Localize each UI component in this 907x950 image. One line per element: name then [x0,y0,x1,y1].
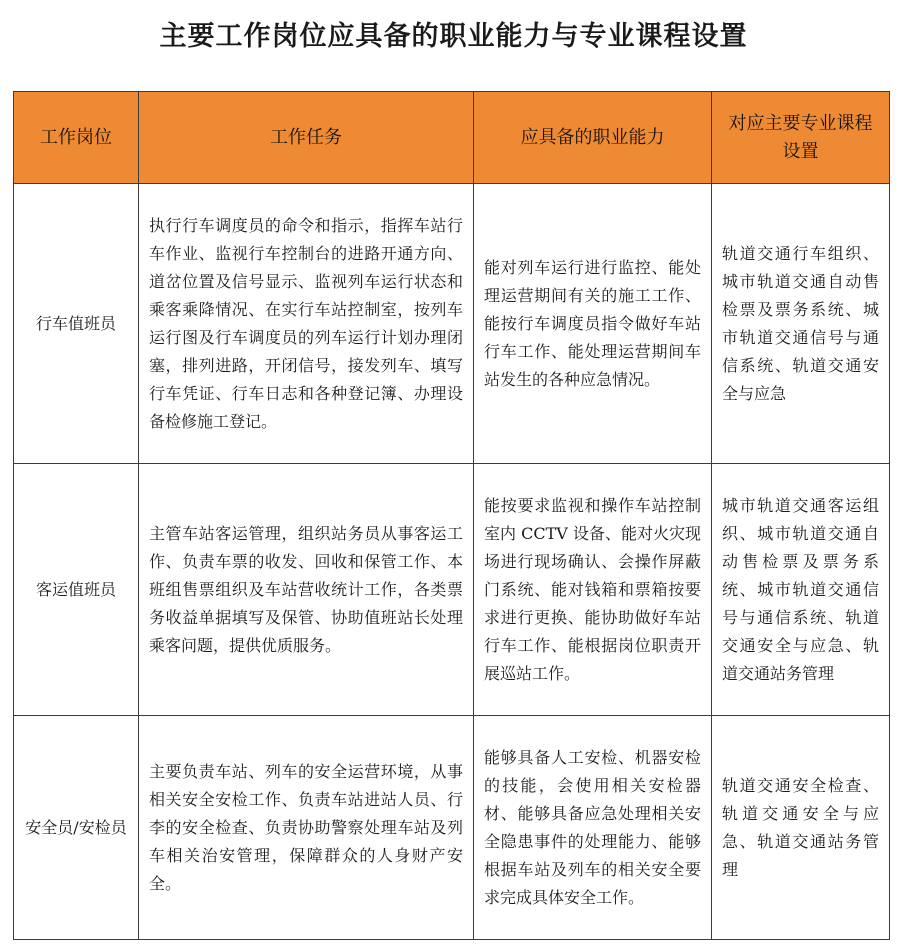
ability-cell: 能对列车运行进行监控、能处理运营期间有关的施工工作、能按行车调度员指令做好车站行车工作、能处理运营期间车站发生的各种应急情况。 [474,184,712,464]
task-cell: 执行行车调度员的命令和指示，指挥车站行车作业、监视行车控制台的进路开通方向、道岔位置及信号显示、监视列车运行状态和乘客乘降情况、在实行车站控制室，按列车运行图及行车调度员的列车运行计划办理闭塞，排列进路，开闭信号，接发列车、填写行车凭证、行车日志和各种登记簿、办理设备检修施工登记。 [139,184,474,464]
ability-cell: 能按要求监视和操作车站控制室内 CCTV 设备、能对火灾现场进行现场确认、会操作屏蔽门系统、能对钱箱和票箱按要求进行更换、能协助做好车站行车工作、能根据岗位职责开展巡站工作。 [474,464,712,716]
courses-cell: 轨道交通安全检查、轨道交通安全与应急、轨道交通站务管理 [712,716,890,940]
header-task: 工作任务 [139,92,474,184]
courses-cell: 城市轨道交通客运组织、城市轨道交通自动售检票及票务系统、城市轨道交通信号与通信系统、轨道交通安全与应急、轨道交通站务管理 [712,464,890,716]
post-cell: 客运值班员 [14,464,139,716]
header-ability: 应具备的职业能力 [474,92,712,184]
post-cell: 行车值班员 [14,184,139,464]
table-row [14,716,890,940]
task-cell: 主要负责车站、列车的安全运营环境，从事相关安全安检工作、负责车站进站人员、行李的安全检查、负责协助警察处理车站及列车相关治安管理，保障群众的人身财产安全。 [139,716,474,940]
curriculum-table [13,91,890,940]
table-row [14,184,890,464]
table-header-row [14,92,890,184]
page-title: 主要工作岗位应具备的职业能力与专业课程设置 [159,21,748,52]
courses-cell: 轨道交通行车组织、城市轨道交通自动售检票及票务系统、城市轨道交通信号与通信系统、轨道交通安全与应急 [712,184,890,464]
post-cell: 安全员/安检员 [14,716,139,940]
task-cell: 主管车站客运管理，组织站务员从事客运工作、负责车票的收发、回收和保管工作、本班组售票组织及车站营收统计工作，各类票务收益单据填写及保管、协助值班站长处理乘客问题，提供优质服务。 [139,464,474,716]
header-courses: 对应主要专业课程设置 [712,92,890,184]
table-row [14,464,890,716]
ability-cell: 能够具备人工安检、机器安检的技能，会使用相关安检器材、能够具备应急处理相关安全隐患事件的处理能力、能够根据车站及列车的相关安全要求完成具体安全工作。 [474,716,712,940]
header-post: 工作岗位 [14,92,139,184]
